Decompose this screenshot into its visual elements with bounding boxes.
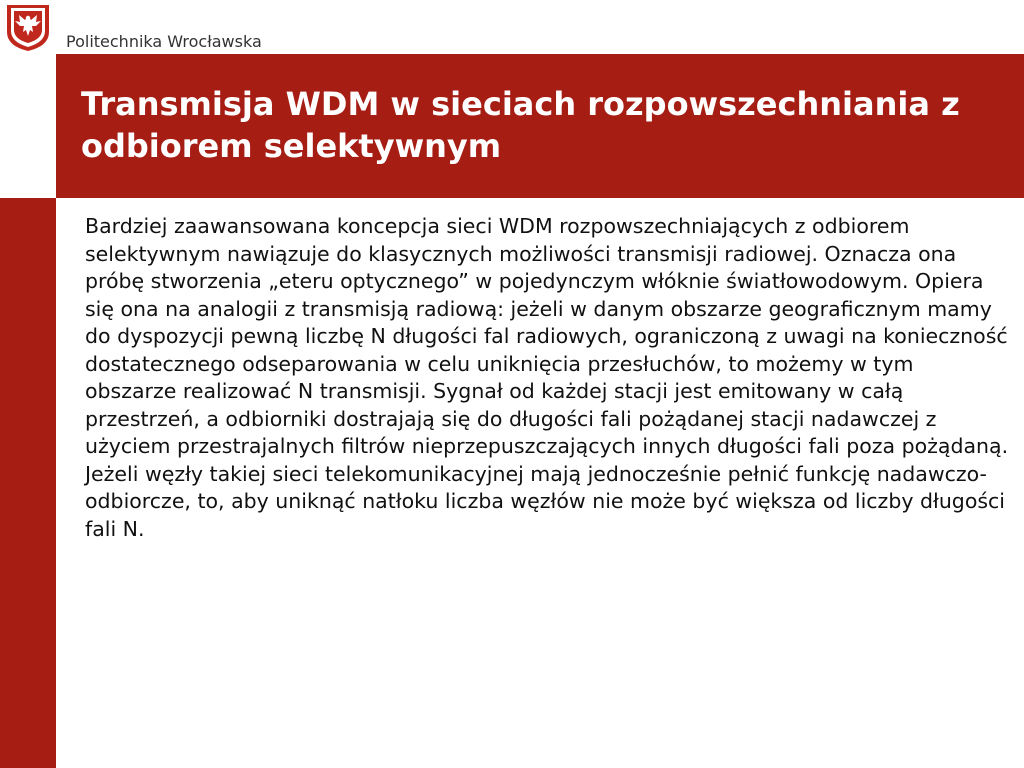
- title-bar: [56, 54, 1024, 198]
- slide-header: [0, 0, 1024, 54]
- eagle-crest-icon: [3, 2, 53, 52]
- slide-body-text: Bardziej zaawansowana koncepcja sieci WDM rozpowszechniających z odbiorem selektywnym nawiązuje do klasycznych możliwości transmisji radiowej. Oznacza ona próbę stworzenia „eteru optycznego” w pojedynczym włóknie światłowodowym. Opiera się ona na analogii z transmisją radiową: jeżeli w danym obszarze geograficznym mamy do dyspozycji pewną liczbę N długości fal radiowych, ograniczoną z uwagi na konieczność dostatecznego odseparowania w celu uniknięcia przesłuchów, to możemy w tym obszarze realizować N transmisji. Sygnał od każdej stacji jest emitowany w całą przestrzeń, a odbiorniki dostrajają się do długości fali pożądanej stacji nadawczej z użyciem przestrajalnych filtrów nieprzepuszczających innych długości fali poza pożądaną. Jeżeli węzły takiej sieci telekomunikacyjnej mają jednocześnie pełnić funkcję nadawczo-odbiorcze, to, aby uniknąć natłoku liczba węzłów nie może być większa od liczby długości fali N.: [85, 214, 1009, 541]
- university-name: Politechnika Wrocławska: [66, 32, 262, 51]
- left-accent-bar: [0, 198, 56, 768]
- slide-title: Transmisja WDM w sieciach rozpowszechniania z odbiorem selektywnym: [81, 85, 960, 165]
